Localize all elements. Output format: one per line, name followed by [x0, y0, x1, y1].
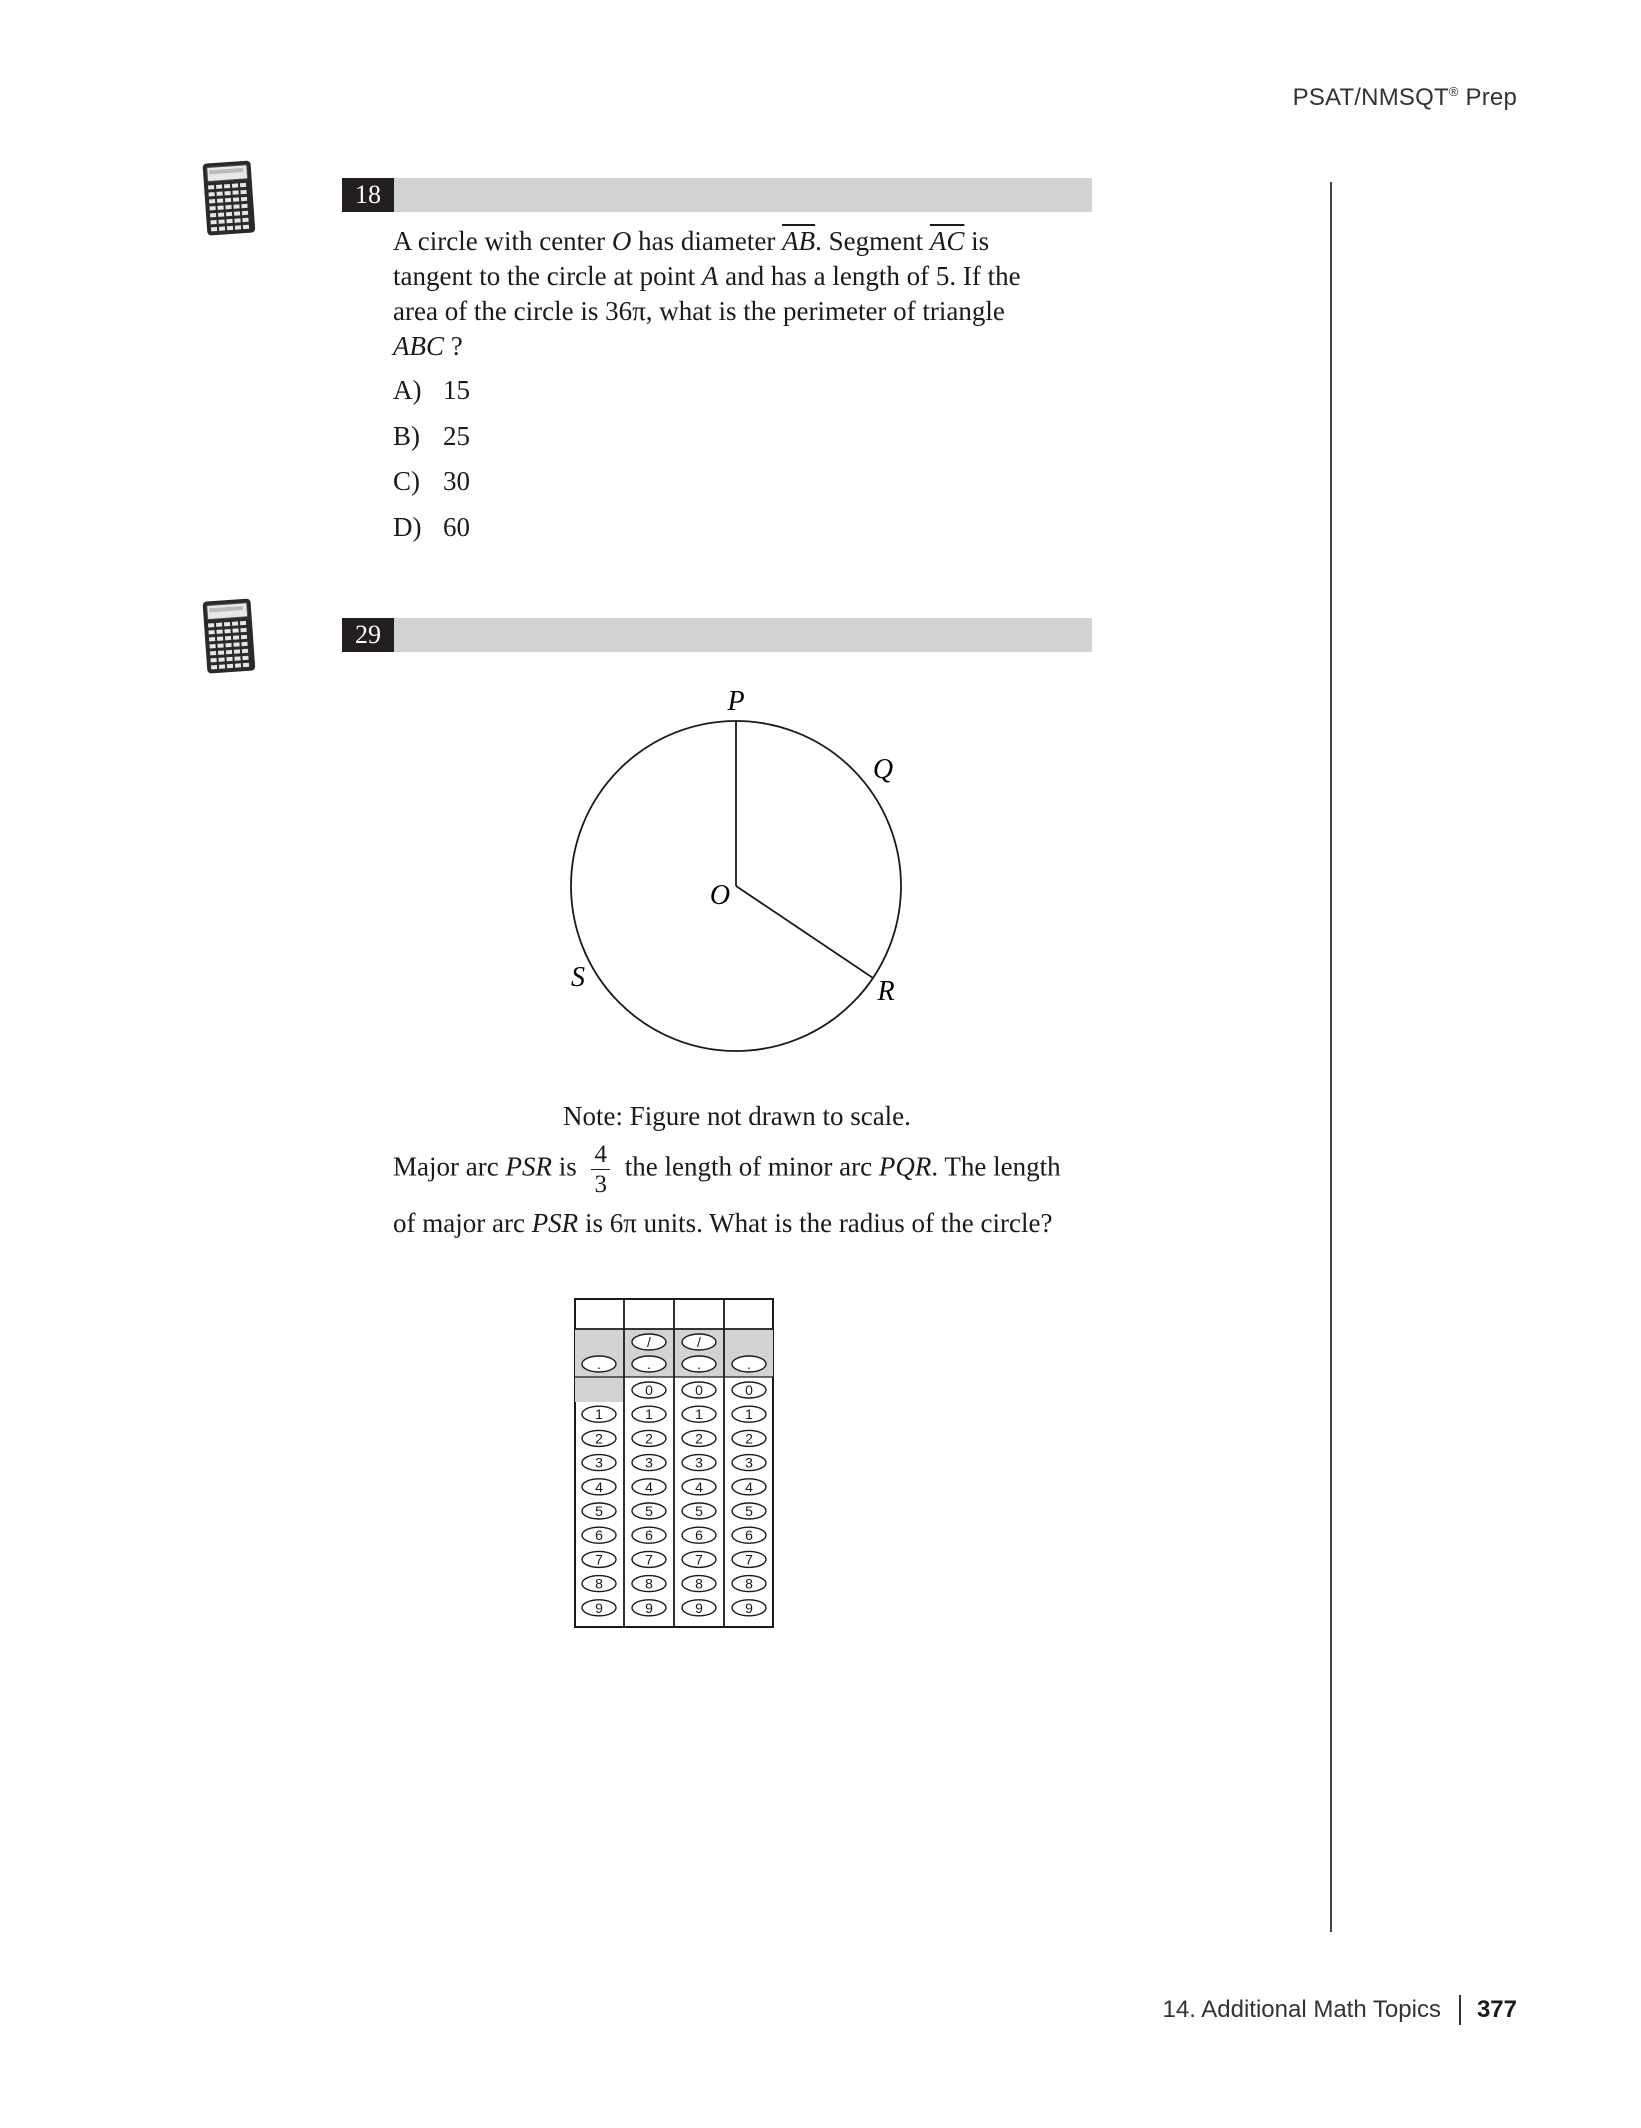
grid-digit-3-col4-label: 3 — [745, 1454, 753, 1471]
grid-digit-3-col2-label: 3 — [645, 1454, 653, 1471]
question-18-bar — [342, 178, 1092, 212]
radius-or — [736, 886, 873, 978]
page-footer — [1163, 1995, 1517, 2025]
grid-digit-2-col3-label: 2 — [695, 1430, 703, 1447]
grid-digit-7-col2-label: 7 — [645, 1551, 653, 1568]
q18-line-3: area of the circle is 36π, what is the perimeter of triangle — [393, 296, 1005, 326]
q18-line-2: tangent to the circle at point A and has a length of 5. If the — [393, 261, 1021, 291]
grid-digit-2-col4-label: 2 — [745, 1430, 753, 1447]
circle-figure — [540, 680, 940, 1100]
grid-digit-1-col3-label: 1 — [695, 1406, 703, 1423]
grid-digit-5-col1-label: 5 — [595, 1503, 603, 1519]
grid-digit-8-col2-label: 8 — [645, 1575, 653, 1592]
choice-d[interactable]: D) 60 — [393, 511, 470, 542]
label-p: P — [727, 686, 745, 717]
grid-digit-0-col2-label: 0 — [645, 1382, 653, 1398]
grid-digit-1-col2-label: 1 — [645, 1406, 653, 1423]
choice-c[interactable]: C) 30 — [393, 466, 470, 496]
grid-digit-8-col1-label: 8 — [595, 1575, 603, 1592]
label-q: Q — [872, 754, 894, 785]
running-head — [1293, 84, 1517, 112]
grid-digit-1-col4-label: 1 — [745, 1406, 753, 1423]
grid-digit-9-col1-label: 9 — [595, 1599, 603, 1616]
grid-decimal-col3-label: . — [697, 1356, 701, 1372]
grid-digit-4-col4-label: 4 — [745, 1478, 753, 1495]
grid-digit-5-col4-label: 5 — [745, 1503, 753, 1519]
question-29-bar — [342, 618, 1092, 652]
grid-digit-7-col1-label: 7 — [595, 1551, 603, 1568]
registered-mark: ® — [1448, 84, 1459, 99]
grid-decimal-col1-label: . — [597, 1356, 601, 1372]
question-number-18: 18 — [342, 178, 394, 212]
grid-digit-9-col4-label: 9 — [745, 1599, 753, 1616]
choice-a[interactable]: A) 15 — [393, 375, 470, 405]
grid-digit-5-col2-label: 5 — [645, 1503, 653, 1519]
chapter-title: 14. Additional Math Topics — [1162, 1996, 1441, 2023]
grid-digit-6-col3-label: 6 — [695, 1527, 703, 1544]
grid-digit-5-col3-label: 5 — [695, 1503, 703, 1519]
fraction-four-thirds: $\frac{4}{3}$ — [591, 1142, 610, 1197]
label-r: R — [877, 976, 895, 1007]
grid-digit-9-col3-label: 9 — [695, 1599, 703, 1616]
q18-line-1: A circle with center O has diameter $\overline{AB}$. Segment $\overline{AC}$ is — [393, 226, 990, 256]
grid-digit-2-col2-label: 2 — [645, 1430, 653, 1447]
label-o: O — [709, 880, 731, 911]
q18-line-4: ABC ? — [393, 331, 463, 361]
grid-digit-9-col2-label: 9 — [645, 1599, 653, 1616]
calculator-icon — [202, 160, 258, 238]
grid-digit-4-col3-label: 4 — [695, 1478, 703, 1495]
grid-digit-4-col2-label: 4 — [645, 1478, 653, 1495]
grid-digit-0-col3-label: 0 — [695, 1382, 703, 1398]
grid-digit-6-col4-label: 6 — [745, 1527, 753, 1544]
question-number-29: 29 — [342, 618, 394, 652]
q18-choices — [393, 372, 470, 554]
grid-decimal-col2-label: . — [647, 1356, 651, 1372]
page-number: 377 — [1476, 1996, 1517, 2023]
figure-note: Note: Figure not drawn to scale. — [563, 1101, 911, 1131]
grid-decimal-col4-label: . — [747, 1356, 751, 1372]
grid-digit-6-col1-label: 6 — [595, 1527, 603, 1544]
grid-digit-2-col1-label: 2 — [595, 1430, 603, 1447]
choice-b[interactable]: B) 25 — [393, 420, 470, 451]
grid-blank-zero-cell — [575, 1377, 623, 1402]
grid-digit-6-col2-label: 6 — [645, 1527, 653, 1544]
question-18-stem — [393, 224, 1021, 364]
grid-digit-7-col4-label: 7 — [745, 1551, 753, 1568]
grid-digit-3-col1-label: 3 — [595, 1454, 603, 1471]
grid-digit-4-col1-label: 4 — [595, 1478, 603, 1495]
grid-digit-8-col4-label: 8 — [745, 1575, 753, 1592]
header-suffix: Prep — [1458, 84, 1517, 111]
grid-digit-7-col3-label: 7 — [695, 1551, 703, 1568]
label-s: S — [571, 962, 585, 993]
grid-digit-0-col4-label: 0 — [745, 1382, 753, 1398]
q29-line-1: Major arc PSR is $\frac{4}{3}$ the length of minor arc PQR. The length — [393, 1141, 1061, 1198]
grid-digit-1-col1-label: 1 — [595, 1406, 603, 1423]
footer-divider — [1459, 1995, 1461, 2025]
q29-line-2: of major arc PSR is 6π units. What is the radius of the circle? — [393, 1208, 1053, 1238]
header-title: PSAT/NMSQT — [1292, 84, 1449, 111]
margin-rule — [1330, 182, 1332, 1932]
grid-in-answer-area[interactable] — [574, 1298, 774, 1628]
grid-digit-3-col3-label: 3 — [695, 1454, 703, 1471]
grid-slash-col3-label: / — [697, 1334, 701, 1350]
grid-digit-8-col3-label: 8 — [695, 1575, 703, 1592]
grid-slash-col2-label: / — [647, 1334, 651, 1350]
calculator-icon — [202, 598, 258, 676]
